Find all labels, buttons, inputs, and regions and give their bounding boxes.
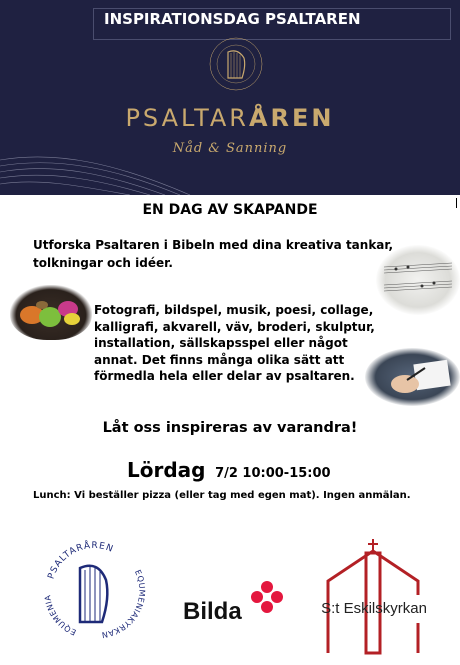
header-banner xyxy=(0,0,460,195)
logo-ring-top-text: PSALTARÅREN xyxy=(46,540,115,581)
lunch-note: Lunch: Vi beställer pizza (eller tag med egen mat). Ingen anmälan. xyxy=(33,490,411,501)
subheading: EN DAG AV SKAPANDE xyxy=(142,202,318,218)
brand-light: PSALTAR xyxy=(125,104,249,132)
event-time: 7/2 10:00-15:00 xyxy=(215,466,331,481)
event-title: INSPIRATIONSDAG PSALTAREN xyxy=(93,8,451,40)
vegetables-photo xyxy=(10,285,92,340)
harp-icon xyxy=(80,566,107,622)
tagline: Nåd & Sanning xyxy=(172,141,288,156)
bilda-wordmark: Bilda xyxy=(183,598,242,625)
psaltaren-equmenia-logo xyxy=(34,530,154,650)
bilda-mark-icon xyxy=(239,578,289,618)
brand-wordmark xyxy=(0,104,460,132)
inspire-slogan: Låt oss inspireras av varandra! xyxy=(102,420,358,436)
event-date xyxy=(127,458,331,482)
bilda-logo xyxy=(183,578,288,628)
activities-text: Fotografi, bildspel, musik, poesi, collage, kalligrafi, akvarell, väv, broderi, skulptur, installation, sällskapsspel eller något annat. Det finns många olika sätt att förmedla hela eller delar av psaltaren. xyxy=(94,303,375,383)
st-eskilskyrkan-logo xyxy=(318,535,430,660)
psaltaren-harp-emblem xyxy=(208,36,264,92)
brand-bold: ÅREN xyxy=(248,104,335,132)
logo-ring-right-text: EQUMENIAKYRKAN xyxy=(100,568,147,640)
church-outline-icon xyxy=(318,535,430,660)
svg-text:EQUMENIA xyxy=(43,594,77,637)
logo-ring-left-text: EQUMENIA xyxy=(43,594,78,637)
event-day: Lördag xyxy=(127,458,206,482)
eskil-wordmark: S:t Eskilskyrkan xyxy=(321,600,427,617)
intro-text: Utforska Psaltaren i Bibeln med dina kreativa tankar, tolkningar och idéer. xyxy=(33,238,394,270)
